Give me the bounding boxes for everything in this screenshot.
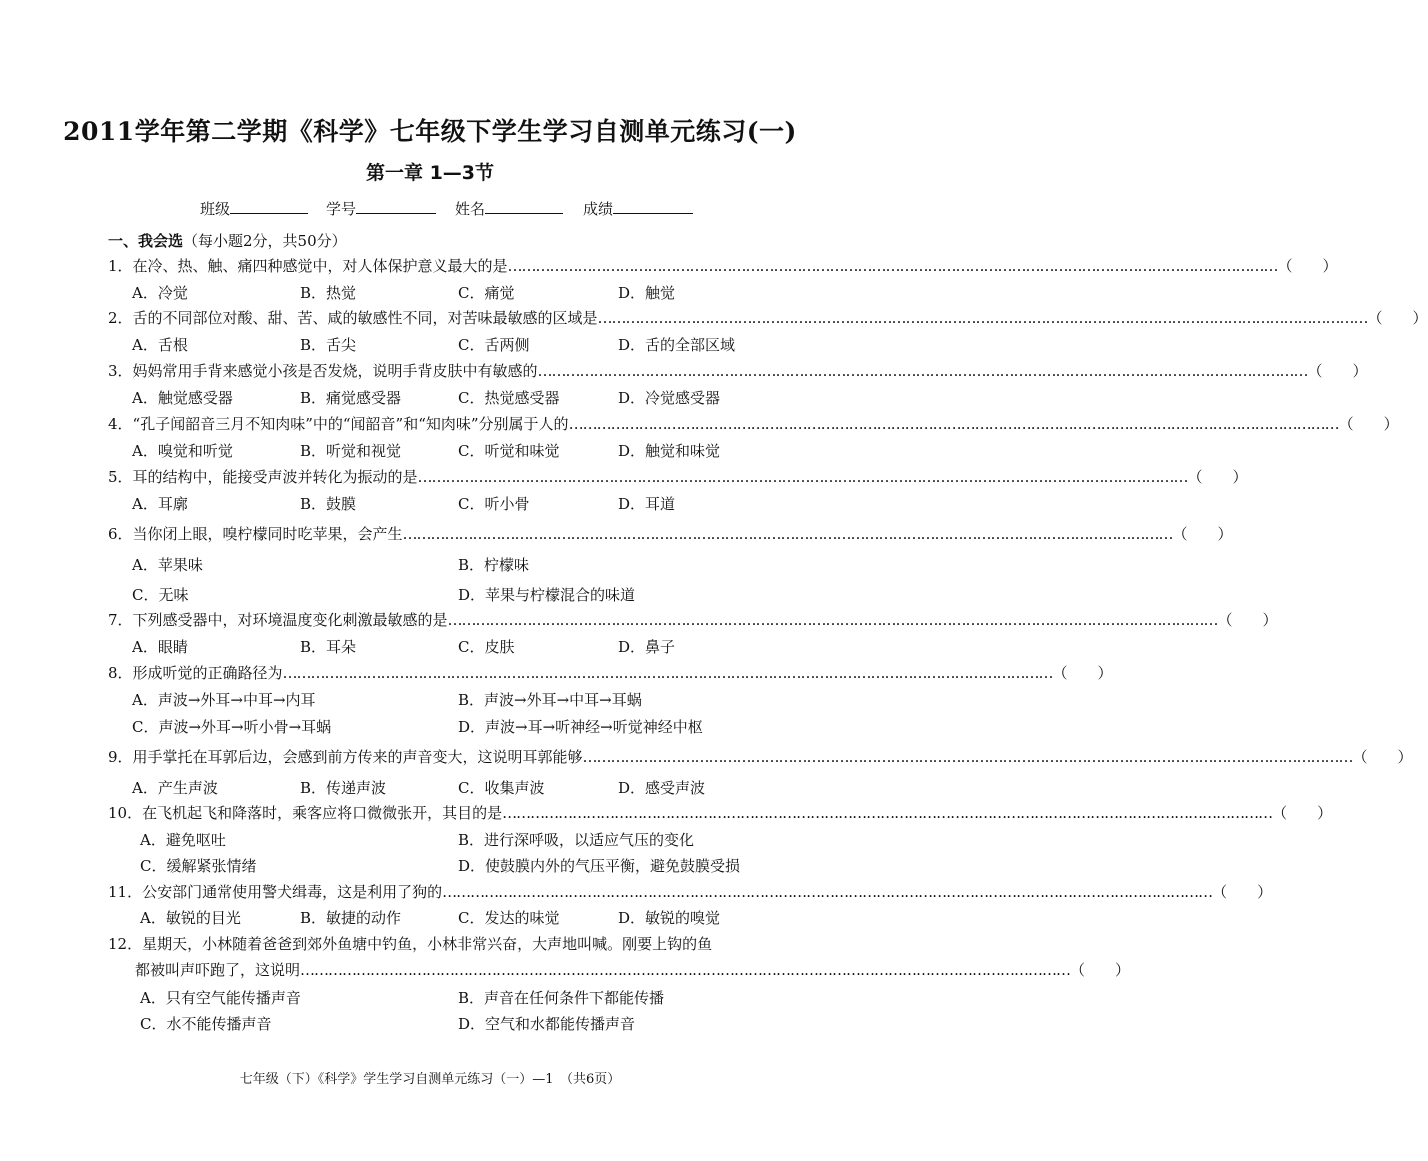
question-stem: 9．用手掌托在耳郭后边，会感到前方传来的声音变大，这说明耳郭能够 [108, 748, 583, 766]
leader-dots: ………………………………………………………………………………………………………………………………………………… [300, 961, 1071, 979]
question-11 [108, 881, 1273, 902]
option-b[interactable]: B．进行深呼吸，以适应气压的变化 [458, 831, 695, 849]
leader-dots: ………………………………………………………………………………………………………………………………………………… [582, 748, 1353, 766]
option-b[interactable]: B．鼓膜 [300, 495, 357, 513]
answer-blank[interactable]: （ ） [1272, 804, 1333, 822]
option-d[interactable]: D．耳道 [618, 495, 676, 513]
option-d[interactable]: D．苹果与柠檬混合的味道 [458, 586, 636, 604]
question-10 [108, 802, 1333, 823]
option-c[interactable]: C．无味 [132, 586, 189, 604]
option-c[interactable]: C．听觉和味觉 [458, 442, 560, 460]
option-d[interactable]: D．使鼓膜内外的气压平衡，避免鼓膜受损 [458, 857, 741, 875]
question-5 [108, 466, 1248, 487]
option-a[interactable]: A．只有空气能传播声音 [140, 989, 301, 1007]
option-a[interactable]: A．声波→外耳→中耳→内耳 [132, 691, 316, 709]
option-a[interactable]: A．敏锐的目光 [140, 909, 241, 927]
option-a[interactable]: A．产生声波 [132, 779, 218, 797]
option-d[interactable]: D．冷觉感受器 [618, 389, 721, 407]
question-12 [108, 933, 753, 954]
option-c[interactable]: C．水不能传播声音 [140, 1015, 272, 1033]
answer-blank[interactable]: （ ） [1172, 525, 1233, 543]
name-blank[interactable] [485, 198, 563, 214]
answer-blank[interactable]: （ ） [1187, 468, 1248, 486]
option-a[interactable]: A．眼睛 [132, 638, 188, 656]
option-b[interactable]: B．传递声波 [300, 779, 387, 797]
answer-blank[interactable]: （ ） [1070, 961, 1131, 979]
leader-dots: ………………………………………………………………………………………………………………………………………………… [597, 309, 1368, 327]
option-b[interactable]: B．柠檬味 [458, 556, 530, 574]
option-c[interactable]: C．收集声波 [458, 779, 545, 797]
answer-blank[interactable]: （ ） [1212, 883, 1273, 901]
question-6 [108, 523, 1233, 544]
question-stem-line2: 都被叫声吓跑了，这说明 [135, 961, 301, 979]
score-blank[interactable] [613, 198, 693, 214]
student-id-label: 学号 [326, 200, 357, 218]
chapter-subtitle: 第一章 1—3节 [365, 162, 495, 184]
student-id-field [326, 198, 436, 219]
answer-blank[interactable]: （ ） [1367, 309, 1428, 327]
class-label: 班级 [200, 200, 231, 218]
option-d[interactable]: D．感受声波 [618, 779, 706, 797]
option-d[interactable]: D．鼻子 [618, 638, 676, 656]
question-stem: 7．下列感受器中，对环境温度变化刺激最敏感的是 [108, 611, 448, 629]
leader-dots: ………………………………………………………………………………………………………………………………………………… [537, 362, 1308, 380]
option-b[interactable]: B．痛觉感受器 [300, 389, 402, 407]
answer-blank[interactable]: （ ） [1052, 664, 1113, 682]
class-field [200, 198, 308, 219]
answer-blank[interactable]: （ ） [1217, 611, 1278, 629]
answer-blank[interactable]: （ ） [1277, 257, 1338, 275]
student-id-blank[interactable] [356, 198, 436, 214]
option-c[interactable]: C．皮肤 [458, 638, 515, 656]
question-stem: 2．舌的不同部位对酸、甜、苦、咸的敏感性不同，对苦味最敏感的区域是 [108, 309, 598, 327]
option-c[interactable]: C．发达的味觉 [458, 909, 560, 927]
option-a[interactable]: A．避免呕吐 [140, 831, 226, 849]
leader-dots: ………………………………………………………………………………………………………………………………………………… [442, 883, 1213, 901]
option-a[interactable]: A．舌根 [132, 336, 188, 354]
option-c[interactable]: C．舌两侧 [458, 336, 530, 354]
option-b[interactable]: B．耳朵 [300, 638, 357, 656]
option-b[interactable]: B．热觉 [300, 284, 357, 302]
score-label: 成绩 [583, 200, 614, 218]
question-stem: 11．公安部门通常使用警犬缉毒，这是利用了狗的 [108, 883, 443, 901]
option-d[interactable]: D．声波→耳→听神经→听觉神经中枢 [458, 718, 703, 736]
name-field [455, 198, 563, 219]
option-c[interactable]: C．热觉感受器 [458, 389, 560, 407]
leader-dots: ………………………………………………………………………………………………………………………………………………… [417, 468, 1188, 486]
option-b[interactable]: B．声波→外耳→中耳→耳蜗 [458, 691, 642, 709]
question-stem: 1．在冷、热、触、痛四种感觉中，对人体保护意义最大的是 [108, 257, 508, 275]
question-12-continued [135, 959, 1131, 980]
leader-dots: ………………………………………………………………………………………………………………………………………………… [447, 611, 1218, 629]
question-stem: 10．在飞机起飞和降落时，乘客应将口微微张开，其目的是 [108, 804, 503, 822]
option-d[interactable]: D．触觉和味觉 [618, 442, 721, 460]
question-stem: 3．妈妈常用手背来感觉小孩是否发烧，说明手背皮肤中有敏感的 [108, 362, 538, 380]
question-stem: 8．形成听觉的正确路径为 [108, 664, 283, 682]
page-footer: 七年级（下）《科学》学生学习自测单元练习（一）—1 （共6页） [239, 1072, 621, 1087]
option-c[interactable]: C．声波→外耳→听小骨→耳蜗 [132, 718, 332, 736]
answer-blank[interactable]: （ ） [1352, 748, 1413, 766]
option-a[interactable]: A．嗅觉和听觉 [132, 442, 233, 460]
question-2 [108, 307, 1428, 328]
question-8 [108, 662, 1113, 683]
leader-dots: ………………………………………………………………………………………………………………………………………………… [568, 415, 1339, 433]
leader-dots: ………………………………………………………………………………………………………………………………………………… [402, 525, 1173, 543]
option-b[interactable]: B．敏捷的动作 [300, 909, 402, 927]
option-d[interactable]: D．敏锐的嗅觉 [618, 909, 721, 927]
question-stem: 5．耳的结构中，能接受声波并转化为振动的是 [108, 468, 418, 486]
section-title: 一、我会选 [108, 232, 184, 250]
option-c[interactable]: C．痛觉 [458, 284, 515, 302]
answer-blank[interactable]: （ ） [1338, 415, 1399, 433]
option-b[interactable]: B．舌尖 [300, 336, 357, 354]
class-blank[interactable] [230, 198, 308, 214]
option-d[interactable]: D．空气和水都能传播声音 [458, 1015, 636, 1033]
name-label: 姓名 [455, 200, 486, 218]
option-a[interactable]: A．耳廓 [132, 495, 188, 513]
option-a[interactable]: A．触觉感受器 [132, 389, 233, 407]
leader-dots: ………………………………………………………………………………………………………………………………………………… [282, 664, 1053, 682]
option-c[interactable]: C．缓解紧张情绪 [140, 857, 257, 875]
leader-dots: ………………………………………………………………………………………………………………………………………………… [507, 257, 1278, 275]
section-heading [108, 230, 347, 251]
option-b[interactable]: B．听觉和视觉 [300, 442, 402, 460]
option-b[interactable]: B．声音在任何条件下都能传播 [458, 989, 665, 1007]
leader-dots: ………………………………………………………………………………………………………………………………………………… [502, 804, 1273, 822]
question-stem: 4．“孔子闻韶音三月不知肉味”中的“闻韶音”和“知肉味”分别属于人的 [108, 415, 569, 433]
option-d[interactable]: D．舌的全部区域 [618, 336, 736, 354]
option-c[interactable]: C．听小骨 [458, 495, 530, 513]
question-9 [108, 746, 1413, 767]
question-stem: 12．星期天，小林随着爸爸到郊外鱼塘中钓鱼，小林非常兴奋，大声地叫喊。刚要上钩的鱼 [108, 935, 713, 953]
option-a[interactable]: A．苹果味 [132, 556, 203, 574]
question-3 [108, 360, 1368, 381]
question-1 [108, 255, 1338, 276]
section-note: （每小题2分，共50分） [183, 232, 347, 250]
question-7 [108, 609, 1278, 630]
answer-blank[interactable]: （ ） [1307, 362, 1368, 380]
question-4 [108, 413, 1399, 434]
option-d[interactable]: D．触觉 [618, 284, 676, 302]
score-field [583, 198, 693, 219]
page-title: 2011学年第二学期《科学》七年级下学生学习自测单元练习(一) [63, 117, 797, 146]
option-a[interactable]: A．冷觉 [132, 284, 188, 302]
question-stem: 6．当你闭上眼，嗅柠檬同时吃苹果，会产生 [108, 525, 403, 543]
